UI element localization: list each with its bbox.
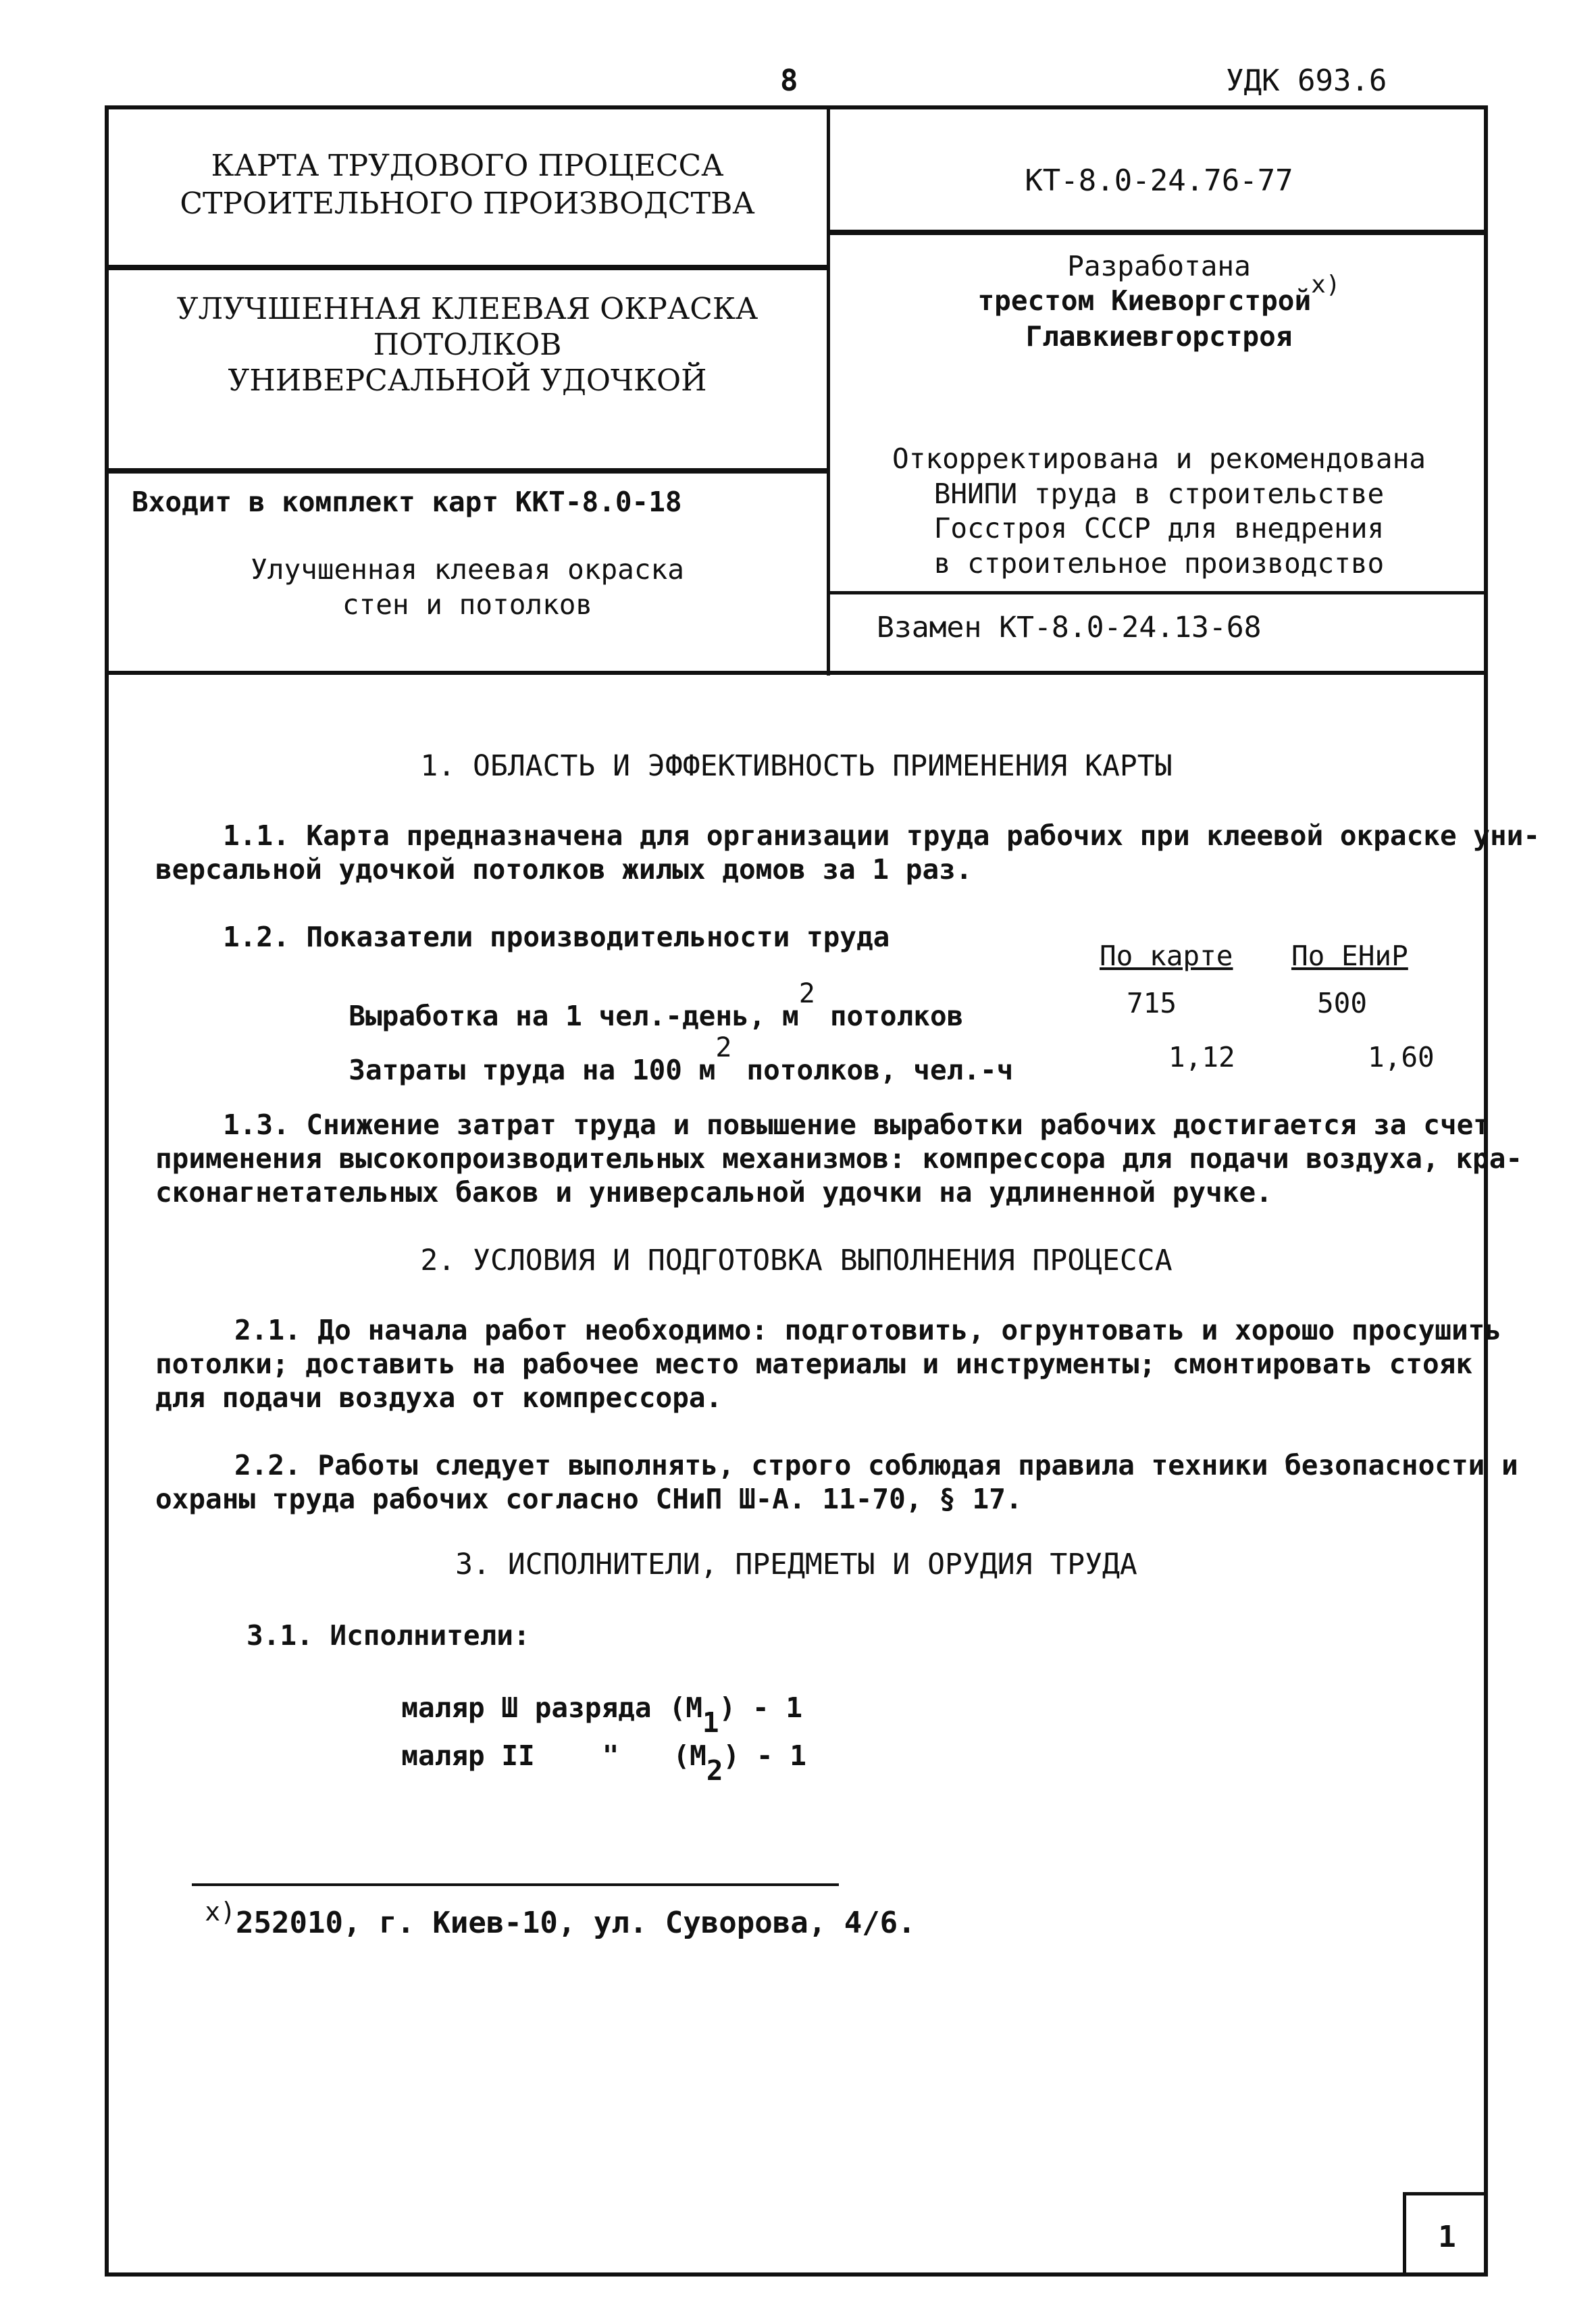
s2-1-line-2: потолки; доставить на рабочее место материалы и инструменты; смонтировать стояк: [155, 1348, 1473, 1380]
footnote: [192, 1891, 916, 1941]
row-cost-tail: потолков, чел.-ч: [746, 1054, 1014, 1086]
card-title-line-1: УЛУЧШЕННАЯ КЛЕЕВАЯ ОКРАСКА: [176, 292, 758, 326]
developed-line-2-wrap: [977, 271, 1341, 318]
corrected-block: [830, 442, 1488, 582]
footnote-rule: [192, 1883, 839, 1886]
developed-footnote-mark: x): [1311, 271, 1341, 299]
worker-1-label: маляр Ш разряда: [401, 1692, 652, 1724]
sheet-number-box: [1403, 2192, 1488, 2277]
section-1-title: 1. ОБЛАСТЬ И ЭФФЕКТИВНОСТЬ ПРИМЕНЕНИЯ КАРТЫ: [420, 749, 1173, 783]
card-title-line-3: УНИВЕРСАЛЬНОЙ УДОЧКОЙ: [228, 363, 707, 398]
worker-1-sub: 1: [702, 1706, 719, 1739]
worker-2-tail: ) - 1: [723, 1739, 806, 1772]
s2-2-line-1: 2.2. Работы следует выполнять, строго соблюдая правила техники безопасности и: [234, 1449, 1518, 1481]
corrected-line-4: в строительное производство: [933, 547, 1385, 580]
card-title-line-2: ПОТОЛКОВ: [373, 327, 562, 362]
card-title-block: [108, 292, 827, 399]
header-divider-right-2: [827, 591, 1488, 594]
footnote-text: 252010, г. Киев-10, ул. Суворова, 4/6.: [236, 1906, 916, 1940]
row-output: [336, 978, 964, 1034]
page-number: 8: [780, 63, 798, 98]
corrected-line-2: ВНИПИ труда в строительстве: [933, 477, 1385, 510]
row-cost: [336, 1032, 1014, 1088]
corrected-line-1: Откорректирована и рекомендована: [892, 442, 1426, 475]
worker-2: [388, 1726, 806, 1787]
s1-3-line-1: 1.3. Снижение затрат труда и повышение выработки рабочих достигается за счет: [223, 1109, 1490, 1141]
sheet-number: 1: [1438, 2220, 1456, 2254]
card-code: КТ-8.0-24.76-77: [1025, 163, 1293, 198]
row-cost-label: Затраты труда на 100 м: [349, 1054, 716, 1086]
section-2-title: 2. УСЛОВИЯ И ПОДГОТОВКА ВЫПОЛНЕНИЯ ПРОЦЕССА: [420, 1244, 1173, 1277]
header-divider-left-2: [105, 468, 829, 474]
worker-1-tail: ) - 1: [719, 1692, 803, 1724]
card-type-line-1: КАРТА ТРУДОВОГО ПРОЦЕССА: [211, 149, 724, 183]
footnote-mark: x): [205, 1897, 236, 1927]
s1-1-line-1: 1.1. Карта предназначена для организации труда рабочих при клеевой окраске уни-: [223, 819, 1541, 852]
col-header-card: По карте: [1100, 940, 1233, 972]
s1-3-line-2: применения высокопроизводительных механизмов: компрессора для подачи воздуха, кра-: [155, 1142, 1523, 1175]
row-cost-enir: 1,60: [1368, 1041, 1435, 1073]
worker-1-code: (М: [669, 1692, 702, 1724]
card-type-line-2: СТРОИТЕЛЬНОГО ПРОИЗВОДСТВА: [180, 186, 755, 222]
developed-line-1: Разработана: [1067, 250, 1251, 282]
section-3-title: 3. ИСПОЛНИТЕЛИ, ПРЕДМЕТЫ И ОРУДИЯ ТРУДА: [455, 1548, 1137, 1581]
worker-2-sub: 2: [706, 1754, 723, 1787]
s1-3-line-3: сконагнетательных баков и универсальной удочки на удлиненной ручке.: [155, 1176, 1272, 1209]
row-cost-card: 1,12: [1168, 1041, 1235, 1073]
s2-1-line-3: для подачи воздуха от компрессора.: [155, 1381, 723, 1414]
developed-line-2: трестом Киеворгстрой: [977, 284, 1312, 317]
udk-code: УДК 693.6: [1226, 63, 1387, 98]
row-output-tail: потолков: [829, 1000, 964, 1032]
card-type-block: [108, 147, 827, 224]
developed-block: [830, 249, 1488, 354]
kit-line-2: Улучшенная клеевая окраска: [251, 553, 684, 586]
developed-line-3: Главкиевгорстроя: [1025, 320, 1293, 353]
row-output-sup: 2: [798, 978, 815, 1009]
header-divider-left-1: [105, 265, 829, 270]
s1-1-line-2: версальной удочкой потолков жилых домов за 1 раз.: [155, 853, 973, 886]
s3-1-title: 3.1. Исполнители:: [247, 1619, 530, 1652]
row-output-enir: 500: [1317, 987, 1368, 1019]
replaces-line: Взамен КТ-8.0-24.13-68: [877, 611, 1262, 644]
kit-line-1: Входит в комплект карт ККТ-8.0-18: [132, 486, 682, 518]
col-header-enir: По ЕНиР: [1291, 940, 1408, 972]
worker-2-ditto: ": [602, 1739, 619, 1772]
s2-2-line-2: охраны труда рабочих согласно СНиП Ш-А. 11-70, § 17.: [155, 1483, 1023, 1515]
header-divider-right-1: [827, 230, 1488, 235]
row-output-label: Выработка на 1 чел.-день, м: [349, 1000, 799, 1032]
row-cost-sup: 2: [715, 1032, 732, 1063]
corrected-line-3: Госстроя СССР для внедрения: [933, 512, 1385, 545]
header-bottom-line: [105, 671, 1488, 675]
worker-2-code: (М: [673, 1739, 706, 1772]
kit-line-3: стен и потолков: [342, 588, 593, 621]
s1-2-title: 1.2. Показатели производительности труда: [223, 921, 890, 953]
row-output-card: 715: [1127, 987, 1177, 1019]
s2-1-line-1: 2.1. До начала работ необходимо: подготовить, огрунтовать и хорошо просушить: [234, 1314, 1501, 1346]
worker-1: [388, 1678, 803, 1739]
kit-title-block: [108, 552, 827, 623]
worker-2-label: маляр II: [401, 1739, 535, 1772]
